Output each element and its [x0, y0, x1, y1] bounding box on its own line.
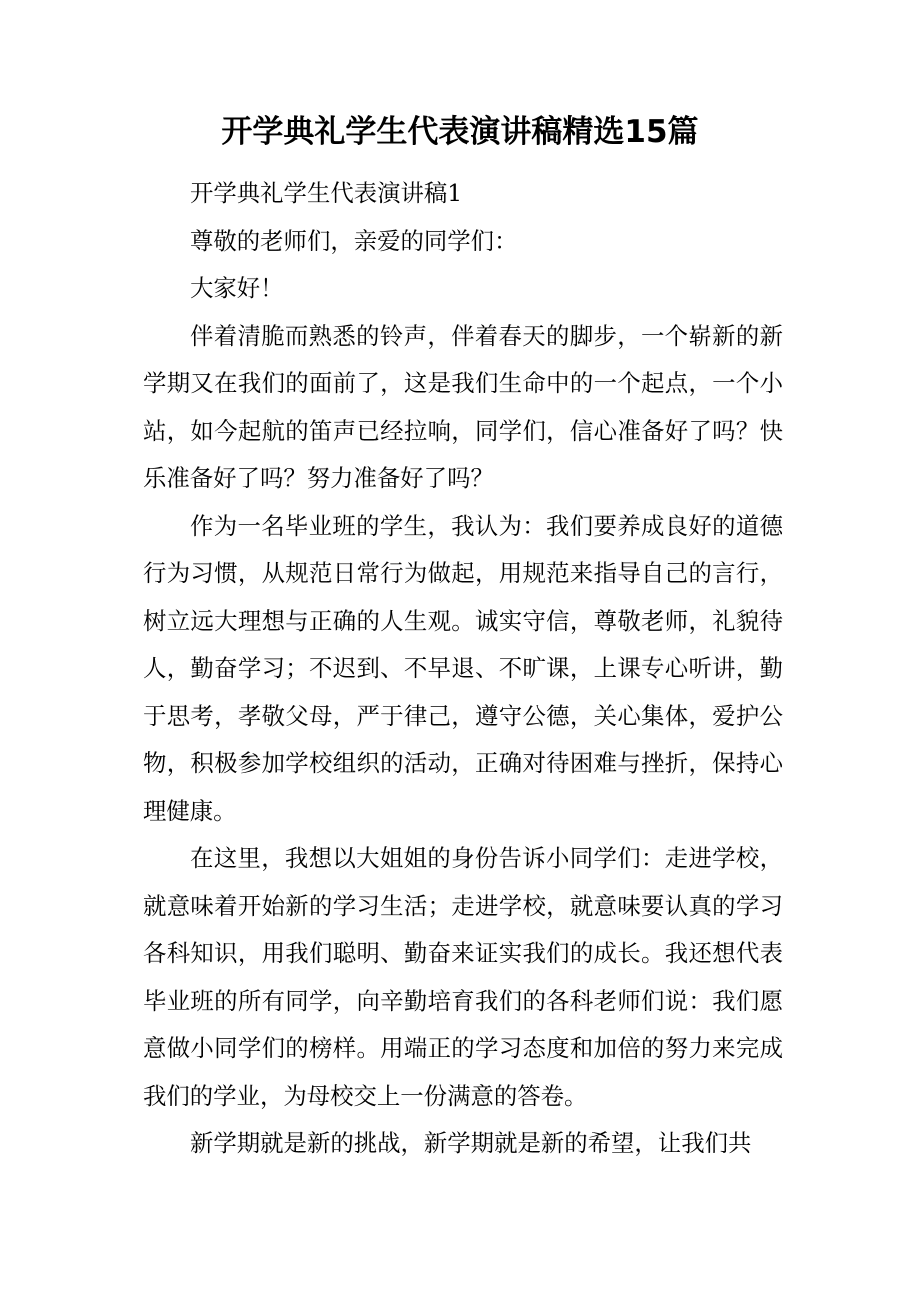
paragraph: 新学期就是新的挑战，新学期就是新的希望，让我们共	[190, 1129, 752, 1157]
salutation: 尊敬的老师们，亲爱的同学们：	[190, 226, 518, 255]
paragraph: 作为一名毕业班的学生，我认为：我们要养成良好的道德行为习惯，从规范日常行为做起，用规范来指导自己的言行，树立远大理想与正确的人生观。诚实守信，尊敬老师，礼貌待人，勤奋学习；不迟到、不早退、不旷课，上课专心听讲，勤于思考，孝敬父母，严于律己，遵守公德，关心集体，爱护公物，积极参加学校组织的活动，正确对待困难与挫折，保持心理健康。	[143, 511, 783, 825]
paragraph: 在这里，我想以大姐姐的身份告诉小同学们：走进学校，就意味着开始新的学习生活；走进学校，就意味要认真的学习各科知识，用我们聪明、勤奋来证实我们的成长。我还想代表毕业班的所有同学，向辛勤培育我们的各科老师们说：我们愿意做小同学们的榜样。用端正的学习态度和加倍的努力来完成我们的学业，为母校交上一份满意的答卷。	[143, 844, 783, 1110]
greeting: 大家好！	[190, 274, 284, 302]
paragraph: 伴着清脆而熟悉的铃声，伴着春天的脚步，一个崭新的新学期又在我们的面前了，这是我们生命中的一个起点，一个小站，如今起航的笛声已经拉响，同学们，信心准备好了吗？快乐准备好了吗？努力准备好了吗？	[143, 321, 783, 492]
section-heading: 开学典礼学生代表演讲稿1	[190, 179, 463, 207]
document-body	[143, 170, 783, 1168]
document-title: 开学典礼学生代表演讲稿精选15篇	[221, 114, 699, 150]
